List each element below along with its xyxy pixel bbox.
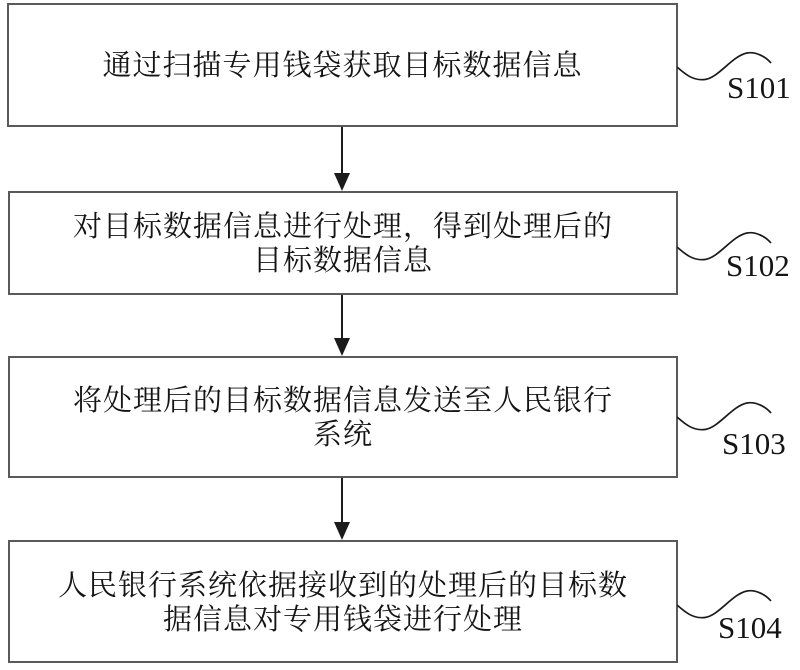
- step-label-s101: S101: [727, 70, 791, 105]
- step-s102-text-line2: 目标数据信息: [252, 243, 433, 277]
- step-box-s103: [8, 356, 678, 478]
- down-arrow-icon: [333, 295, 351, 356]
- step-label-s103: S103: [722, 426, 786, 461]
- step-s101-text-line1: 通过扫描专用钱袋获取目标数据信息: [102, 48, 583, 82]
- step-label-s104: S104: [718, 610, 782, 645]
- step-s102-text-line1: 对目标数据信息进行处理，得到处理后的: [72, 209, 613, 243]
- down-arrow-icon: [333, 478, 351, 540]
- step-label-s102: S102: [726, 248, 790, 283]
- step-s103-text-line2: 系统: [312, 417, 373, 451]
- step-box-s102: [8, 191, 678, 295]
- down-arrow-icon: [333, 127, 351, 191]
- step-s103-text-line1: 将处理后的目标数据信息发送至人民银行: [72, 383, 613, 417]
- step-box-s101: [7, 3, 678, 127]
- step-box-s104: [8, 540, 678, 663]
- step-s104-text-line2: 据信息对专用钱袋进行处理: [162, 601, 523, 636]
- step-s104-text-line1: 人民银行系统依据接收到的处理后的目标数: [57, 567, 628, 602]
